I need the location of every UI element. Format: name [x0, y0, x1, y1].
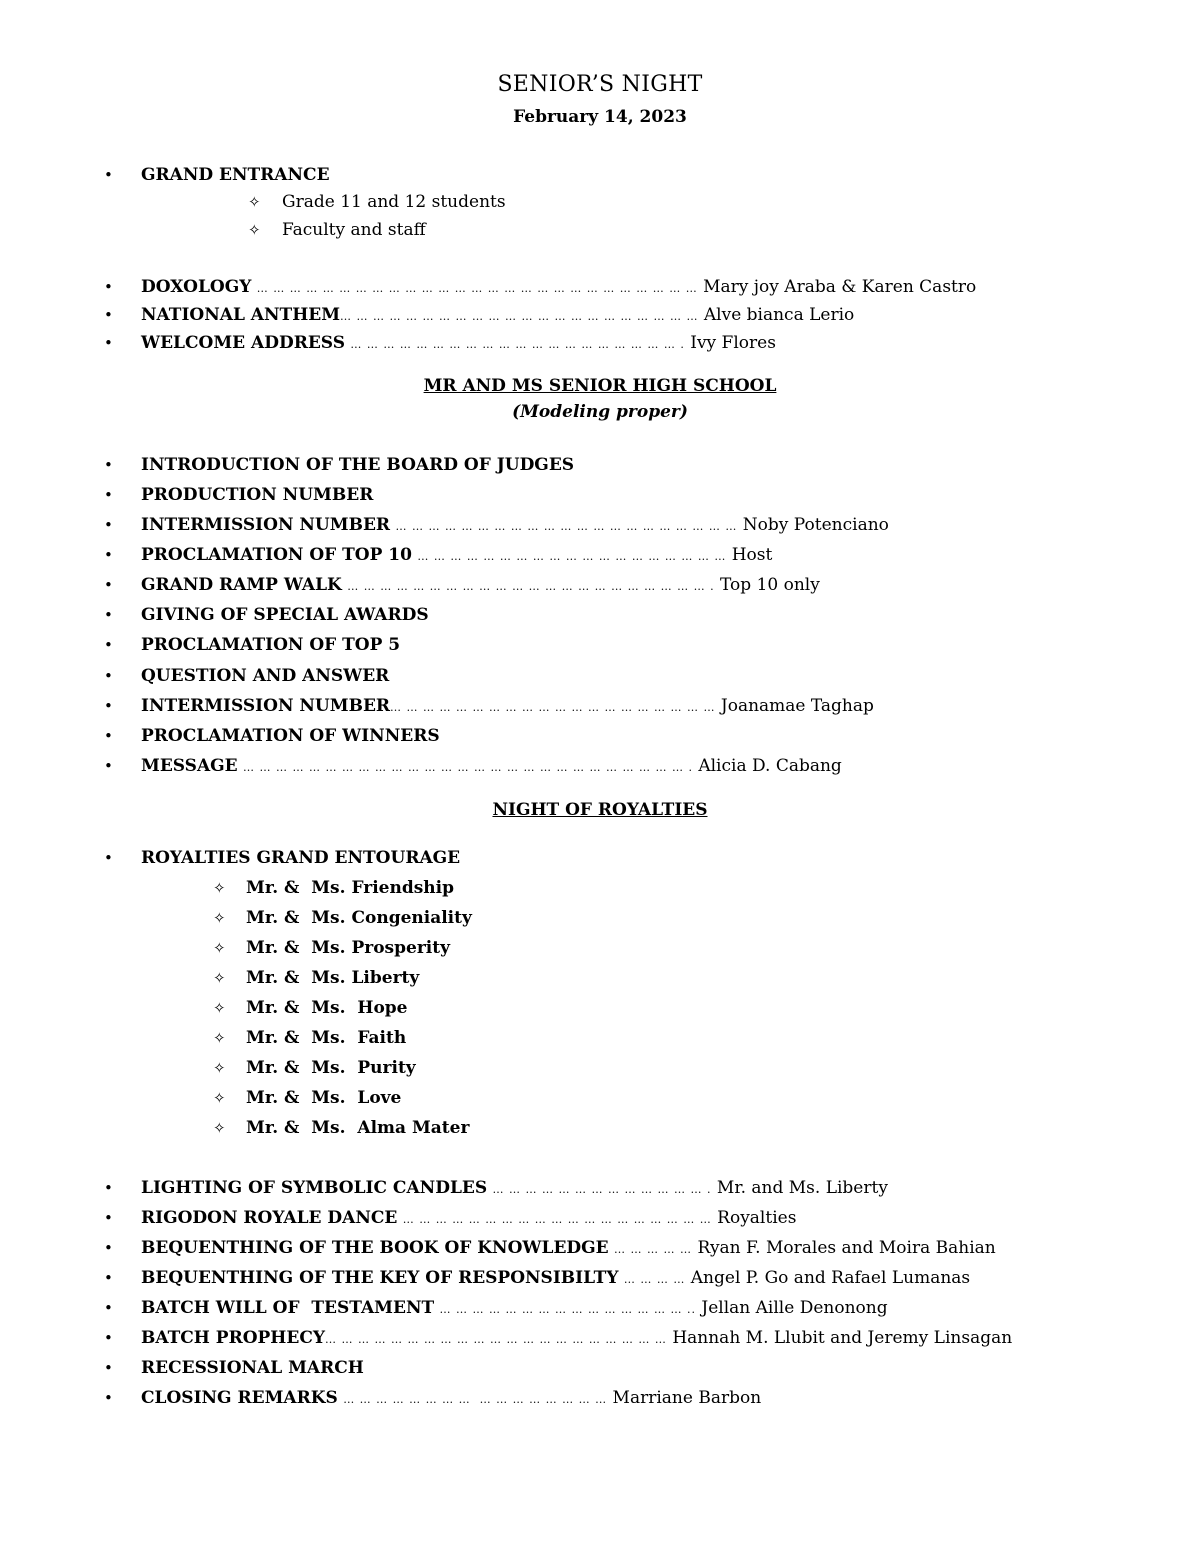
item-person: Royalties — [717, 1208, 797, 1228]
bullet-icon: • — [104, 1269, 113, 1287]
leader-dots: … … … … … … … … … … … … … … … .. — [439, 1303, 696, 1316]
bullet-icon: • — [104, 1329, 113, 1347]
list-item — [0, 1353, 1200, 1383]
sub-list-item — [0, 215, 1200, 245]
item-person: Mr. and Ms. Liberty — [716, 1178, 888, 1198]
diamond-bullet-icon: ✧ — [248, 221, 261, 239]
leader-dots: … … … … … … … … … … … … … . — [492, 1183, 712, 1196]
leader-dots: … … … … … … … … … … … … … … … … … … … … … — [395, 520, 738, 533]
list-item — [0, 1173, 1200, 1203]
list-item — [0, 843, 1200, 873]
item-label: BEQUENTHING OF THE BOOK OF KNOWLEDGE — [141, 1238, 609, 1258]
sub-item-label: Mr. & Ms. Faith — [246, 1028, 407, 1048]
list-item — [0, 630, 1200, 660]
sub-list-item — [0, 993, 1200, 1023]
item-label: PROCLAMATION OF TOP 10 — [141, 545, 412, 565]
item-label: LIGHTING OF SYMBOLIC CANDLES — [141, 1178, 488, 1198]
list-item — [0, 570, 1200, 600]
item-label: GIVING OF SPECIAL AWARDS — [141, 605, 429, 625]
sub-item-label: Grade 11 and 12 students — [282, 192, 506, 212]
item-label: DOXOLOGY — [141, 277, 252, 297]
sub-item-label: Mr. & Ms. Love — [246, 1088, 402, 1108]
item-person: Angel P. Go and Rafael Lumanas — [690, 1268, 971, 1288]
bullet-icon: • — [104, 486, 113, 504]
bullet-icon: • — [104, 1209, 113, 1227]
sub-list-item — [0, 903, 1200, 933]
page-title: SENIOR’S NIGHT — [497, 72, 703, 97]
sub-item-label: Mr. & Ms. Congeniality — [246, 908, 472, 928]
diamond-bullet-icon: ✧ — [213, 1119, 226, 1137]
leader-dots: … … … … … … … … … … … … … … … … … … … … … — [324, 1333, 667, 1346]
section-title: MR AND MS SENIOR HIGH SCHOOL — [423, 376, 777, 396]
bullet-icon: • — [104, 757, 113, 775]
item-person: Hannah M. Llubit and Jeremy Linsagan — [672, 1328, 1013, 1348]
sub-list-item — [0, 933, 1200, 963]
bullet-icon: • — [104, 1389, 113, 1407]
bullet-icon: • — [104, 456, 113, 474]
diamond-bullet-icon: ✧ — [213, 999, 226, 1017]
list-item — [0, 1233, 1200, 1263]
item-label: RECESSIONAL MARCH — [141, 1358, 364, 1378]
diamond-bullet-icon: ✧ — [248, 193, 261, 211]
leader-dots: … … … … … … … … … … … … … … … … … … … … … … … … … … … — [256, 282, 698, 295]
item-label: NATIONAL ANTHEM — [141, 305, 341, 325]
bullet-icon: • — [104, 166, 113, 184]
item-label: BEQUENTHING OF THE KEY OF RESPONSIBILTY — [141, 1268, 619, 1288]
sub-list-item — [0, 1083, 1200, 1113]
sub-item-label: Mr. & Ms. Friendship — [246, 878, 454, 898]
list-item — [0, 600, 1200, 630]
sub-list-item — [0, 873, 1200, 903]
bullet-icon: • — [104, 697, 113, 715]
bullet-icon: • — [104, 1299, 113, 1317]
diamond-bullet-icon: ✧ — [213, 939, 226, 957]
item-person: Alicia D. Cabang — [698, 756, 842, 776]
bullet-icon: • — [104, 546, 113, 564]
sub-item-label: Faculty and staff — [282, 220, 426, 240]
item-person: Host — [731, 545, 773, 565]
leader-dots: … … … … … … … … … … … … … … … … … … … … … … — [340, 310, 699, 323]
leader-dots: … … … … — [623, 1273, 686, 1286]
item-person: Joanamae Taghap — [720, 696, 874, 716]
bullet-icon: • — [104, 606, 113, 624]
leader-dots: … … … … … … … … … … … … … … … … … … … — [417, 550, 727, 563]
item-label: BATCH PROPHECY — [141, 1328, 325, 1348]
list-item — [0, 272, 1200, 302]
sub-list-item — [0, 1023, 1200, 1053]
list-item — [0, 480, 1200, 510]
leader-dots: … … … … … … … … … … … … … … … … … … … … … … . — [347, 580, 715, 593]
diamond-bullet-icon: ✧ — [213, 909, 226, 927]
item-person: Ryan F. Morales and Moira Bahian — [697, 1238, 996, 1258]
list-item — [0, 328, 1200, 358]
sub-list-item — [0, 1053, 1200, 1083]
item-label: GRAND RAMP WALK — [141, 575, 342, 595]
item-person: Ivy Flores — [690, 333, 776, 353]
sub-item-label: Mr. & Ms. Prosperity — [246, 938, 450, 958]
leader-dots: … … … … … … … … … … … … … … … … … … … … … … … … … … … . — [243, 761, 693, 774]
bullet-icon: • — [104, 727, 113, 745]
bullet-icon: • — [104, 667, 113, 685]
bullet-icon: • — [104, 636, 113, 654]
item-person: Noby Potenciano — [742, 515, 889, 535]
sub-list-item — [0, 1113, 1200, 1143]
bullet-icon: • — [104, 1359, 113, 1377]
bullet-icon: • — [104, 278, 113, 296]
item-label: QUESTION AND ANSWER — [141, 666, 390, 686]
sub-item-label: Mr. & Ms. Hope — [246, 998, 408, 1018]
item-label: INTERMISSION NUMBER — [141, 696, 391, 716]
bullet-icon: • — [104, 1239, 113, 1257]
item-label: INTERMISSION NUMBER — [141, 515, 391, 535]
list-item — [0, 1383, 1200, 1413]
leader-dots: … … … … … … … … … … … … … … … … … … … … — [390, 701, 716, 714]
bullet-icon: • — [104, 516, 113, 534]
leader-dots: … … … … … … … … … … … … … … … … — [343, 1393, 608, 1406]
sub-item-label: Mr. & Ms. Alma Mater — [246, 1118, 470, 1138]
list-item — [0, 540, 1200, 570]
bullet-icon: • — [104, 306, 113, 324]
section-subtitle: (Modeling proper) — [512, 402, 688, 422]
item-person: Mary joy Araba & Karen Castro — [703, 277, 977, 297]
bullet-icon: • — [104, 334, 113, 352]
item-person: Alve bianca Lerio — [703, 305, 855, 325]
item-person: Marriane Barbon — [612, 1388, 762, 1408]
list-item — [0, 691, 1200, 721]
item-label: INTRODUCTION OF THE BOARD OF JUDGES — [141, 455, 575, 475]
sub-list-item — [0, 963, 1200, 993]
sub-item-label: Mr. & Ms. Purity — [246, 1058, 416, 1078]
diamond-bullet-icon: ✧ — [213, 969, 226, 987]
list-item — [0, 160, 1200, 190]
section-title: NIGHT OF ROYALTIES — [492, 800, 708, 820]
list-item — [0, 1263, 1200, 1293]
item-label: CLOSING REMARKS — [141, 1388, 338, 1408]
item-person: Jellan Aille Denonong — [701, 1298, 888, 1318]
list-item — [0, 1203, 1200, 1233]
item-label: RIGODON ROYALE DANCE — [141, 1208, 398, 1228]
item-label: PRODUCTION NUMBER — [141, 485, 374, 505]
diamond-bullet-icon: ✧ — [213, 1059, 226, 1077]
item-label: WELCOME ADDRESS — [141, 333, 345, 353]
sub-list-item — [0, 187, 1200, 217]
item-label: GRAND ENTRANCE — [141, 165, 330, 185]
list-item — [0, 450, 1200, 480]
list-item — [0, 1323, 1200, 1353]
leader-dots: … … … … … — [614, 1243, 693, 1256]
sub-item-label: Mr. & Ms. Liberty — [246, 968, 420, 988]
list-item — [0, 1293, 1200, 1323]
event-date: February 14, 2023 — [513, 107, 687, 127]
item-label: PROCLAMATION OF TOP 5 — [141, 635, 401, 655]
list-item — [0, 661, 1200, 691]
bullet-icon: • — [104, 1179, 113, 1197]
diamond-bullet-icon: ✧ — [213, 1089, 226, 1107]
bullet-icon: • — [104, 576, 113, 594]
item-label: MESSAGE — [141, 756, 238, 776]
diamond-bullet-icon: ✧ — [213, 1029, 226, 1047]
leader-dots: … … … … … … … … … … … … … … … … … … … … . — [350, 338, 685, 351]
diamond-bullet-icon: ✧ — [213, 879, 226, 897]
list-item — [0, 300, 1200, 330]
item-label: ROYALTIES GRAND ENTOURAGE — [141, 848, 461, 868]
leader-dots: … … … … … … … … … … … … … … … … … … … — [402, 1213, 712, 1226]
item-label: PROCLAMATION OF WINNERS — [141, 726, 440, 746]
item-person: Top 10 only — [720, 575, 820, 595]
list-item — [0, 751, 1200, 781]
bullet-icon: • — [104, 849, 113, 867]
list-item — [0, 721, 1200, 751]
item-label: BATCH WILL OF TESTAMENT — [141, 1298, 435, 1318]
list-item — [0, 510, 1200, 540]
